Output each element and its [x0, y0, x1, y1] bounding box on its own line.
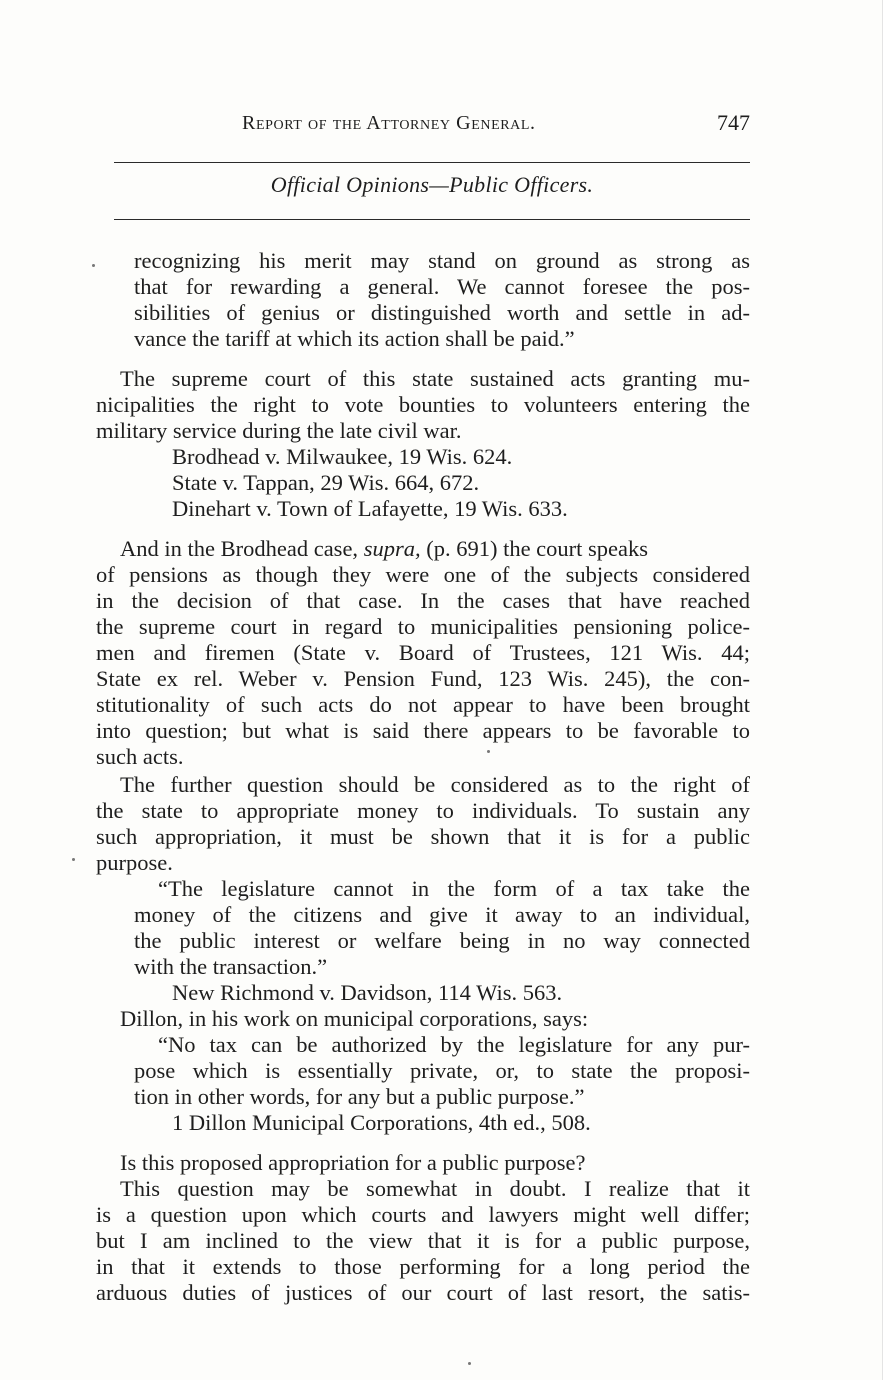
- quote-line: tion in other words, for any but a public purpose.”: [134, 1084, 585, 1109]
- text-line: men and firemen (State v. Board of Trustees, 121 Wis. 44;: [96, 640, 750, 665]
- quote-line: “No tax can be authorized by the legislature for any pur-: [158, 1032, 750, 1057]
- text-run: (p. 691) the court speaks: [426, 536, 649, 561]
- print-speck: [487, 750, 490, 753]
- text-line: of pensions as though they were one of the subjects considered: [96, 562, 750, 587]
- page-number: 747: [717, 110, 750, 135]
- quote-line: pose which is essentially private, or, to state the proposi-: [134, 1058, 750, 1083]
- text-line: [120, 536, 648, 562]
- text-line: stitutionality of such acts do not appear to have been brought: [96, 692, 750, 717]
- text-run: And in the Brodhead case,: [120, 536, 359, 561]
- header-rule-top: [114, 162, 750, 163]
- text-line: vance the tariff at which its action shall be paid.”: [134, 326, 575, 351]
- text-line: The further question should be considered as to the right of: [120, 772, 750, 797]
- case-citation: Brodhead v. Milwaukee, 19 Wis. 624.: [172, 444, 513, 469]
- text-line: recognizing his merit may stand on ground as strong as: [134, 248, 750, 273]
- section-heading: Official Opinions—Public Officers.: [270, 172, 594, 197]
- text-line: purpose.: [96, 850, 173, 875]
- running-title: Report of the Attorney General.: [242, 112, 536, 134]
- case-citation: New Richmond v. Davidson, 114 Wis. 563.: [172, 980, 563, 1005]
- italic-term: supra,: [363, 536, 421, 561]
- text-line: Is this proposed appropriation for a public purpose?: [120, 1150, 586, 1175]
- print-speck: [468, 1362, 471, 1365]
- print-speck: [92, 264, 95, 267]
- header-rule-bottom: [114, 219, 750, 220]
- text-line: the state to appropriate money to individuals. To sustain any: [96, 798, 750, 823]
- text-line: nicipalities the right to vote bounties to volunteers entering the: [96, 392, 750, 417]
- case-citation: 1 Dillon Municipal Corporations, 4th ed., 508.: [172, 1110, 591, 1135]
- text-line: This question may be somewhat in doubt. I realize that it: [120, 1176, 750, 1201]
- text-line: in the decision of that case. In the cases that have reached: [96, 588, 750, 613]
- text-line: sibilities of genius or distinguished worth and settle in ad-: [134, 300, 750, 325]
- text-line: the supreme court in regard to municipalities pensioning police-: [96, 614, 750, 639]
- quote-line: “The legislature cannot in the form of a tax take the: [158, 876, 750, 901]
- running-head: [114, 110, 750, 140]
- text-line: Dillon, in his work on municipal corporations, says:: [120, 1006, 589, 1031]
- print-speck: [72, 858, 75, 861]
- text-line: but I am inclined to the view that it is for a public purpose,: [96, 1228, 750, 1253]
- text-line: The supreme court of this state sustained acts granting mu-: [120, 366, 750, 391]
- text-line: military service during the late civil war.: [96, 418, 462, 443]
- text-line: that for rewarding a general. We cannot foresee the pos-: [134, 274, 750, 299]
- quote-line: money of the citizens and give it away to an individual,: [134, 902, 750, 927]
- text-line: into question; but what is said there appears to be favorable to: [96, 718, 750, 743]
- text-line: such acts.: [96, 744, 184, 769]
- text-line: such appropriation, it must be shown that it is for a public: [96, 824, 750, 849]
- text-line: State ex rel. Weber v. Pension Fund, 123 Wis. 245), the con-: [96, 666, 750, 691]
- case-citation: State v. Tappan, 29 Wis. 664, 672.: [172, 470, 480, 495]
- case-citation: Dinehart v. Town of Lafayette, 19 Wis. 633.: [172, 496, 568, 521]
- quote-line: with the transaction.”: [134, 954, 328, 979]
- text-line: is a question upon which courts and lawyers might well differ;: [96, 1202, 750, 1227]
- text-line: in that it extends to those performing for a long period the: [96, 1254, 750, 1279]
- quote-line: the public interest or welfare being in no way connected: [134, 928, 750, 953]
- text-line: arduous duties of justices of our court of last resort, the satis-: [96, 1280, 750, 1305]
